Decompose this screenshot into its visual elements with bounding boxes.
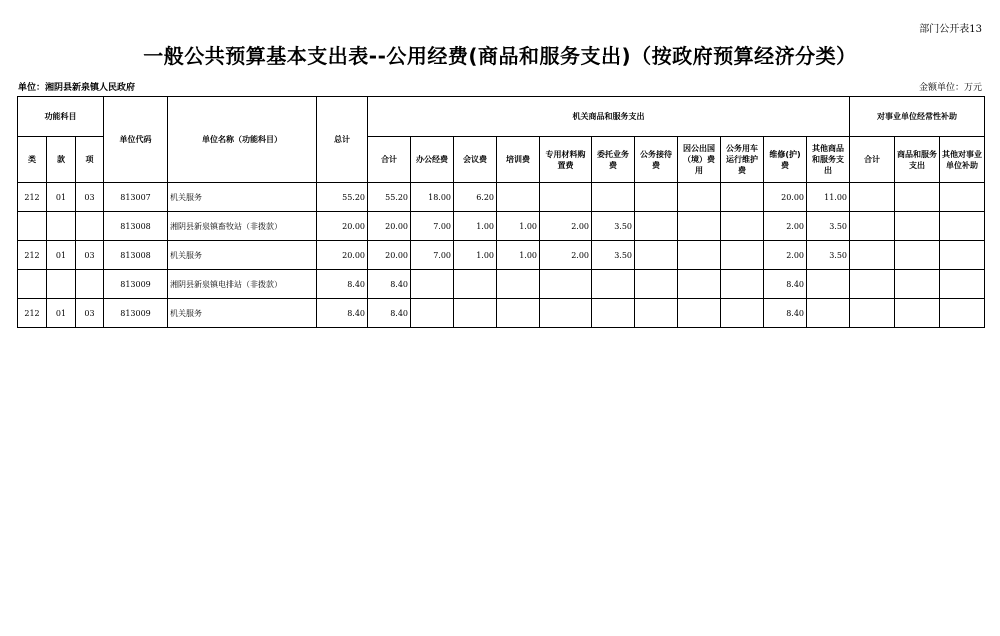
cell-lei: 212 — [18, 241, 47, 270]
header-xiang: 项 — [76, 137, 104, 183]
cell-subsidy — [895, 270, 940, 299]
cell-lei — [18, 212, 47, 241]
header-kuan: 款 — [47, 137, 76, 183]
cell-xiang — [76, 212, 104, 241]
cell-value: 3.50 — [592, 241, 635, 270]
cell-value — [721, 270, 764, 299]
cell-subsidy — [850, 299, 895, 328]
header-col: 专用材料购置费 — [540, 137, 592, 183]
cell-value: 1.00 — [454, 212, 497, 241]
cell-value: 8.40 — [368, 299, 411, 328]
cell-value: 7.00 — [411, 212, 454, 241]
cell-value — [411, 270, 454, 299]
cell-total: 20.00 — [317, 241, 368, 270]
table-row — [18, 299, 985, 328]
header-unit-name: 单位名称（功能科目） — [168, 97, 317, 183]
cell-total: 8.40 — [317, 270, 368, 299]
cell-value — [540, 270, 592, 299]
cell-value — [497, 183, 540, 212]
table-body — [18, 183, 985, 328]
cell-value — [678, 183, 721, 212]
table-row — [18, 270, 985, 299]
cell-value — [635, 270, 678, 299]
cell-value — [592, 183, 635, 212]
cell-value — [635, 183, 678, 212]
cell-kuan — [47, 212, 76, 241]
header-col: 公务接待费 — [635, 137, 678, 183]
cell-value: 2.00 — [540, 212, 592, 241]
cell-value — [635, 212, 678, 241]
cell-kuan: 01 — [47, 241, 76, 270]
cell-value — [540, 299, 592, 328]
cell-value — [721, 299, 764, 328]
cell-xiang: 03 — [76, 241, 104, 270]
header-subsidy-col: 合计 — [850, 137, 895, 183]
cell-value — [635, 299, 678, 328]
cell-total: 8.40 — [317, 299, 368, 328]
cell-subsidy — [940, 183, 985, 212]
cell-lei — [18, 270, 47, 299]
cell-subsidy — [940, 299, 985, 328]
cell-code: 813009 — [104, 270, 168, 299]
budget-table — [17, 96, 985, 328]
cell-value — [678, 270, 721, 299]
cell-value: 1.00 — [497, 212, 540, 241]
cell-value — [497, 299, 540, 328]
cell-code: 813008 — [104, 241, 168, 270]
cell-subsidy — [940, 270, 985, 299]
cell-value — [678, 299, 721, 328]
cell-value — [592, 299, 635, 328]
cell-value — [540, 183, 592, 212]
header-col: 维修(护)费 — [764, 137, 807, 183]
cell-value: 55.20 — [368, 183, 411, 212]
table-row — [18, 212, 985, 241]
cell-lei: 212 — [18, 183, 47, 212]
cell-value: 8.40 — [368, 270, 411, 299]
cell-value: 20.00 — [368, 212, 411, 241]
cell-xiang — [76, 270, 104, 299]
header-col: 合计 — [368, 137, 411, 183]
cell-subsidy — [940, 212, 985, 241]
cell-total: 55.20 — [317, 183, 368, 212]
cell-lei: 212 — [18, 299, 47, 328]
cell-xiang: 03 — [76, 299, 104, 328]
cell-value — [454, 299, 497, 328]
cell-name: 机关服务 — [168, 183, 317, 212]
cell-subsidy — [940, 241, 985, 270]
cell-value: 11.00 — [807, 183, 850, 212]
header-subsidy-col: 商品和服务支出 — [895, 137, 940, 183]
cell-code: 813009 — [104, 299, 168, 328]
header-col: 其他商品和服务支出 — [807, 137, 850, 183]
amount-unit-label: 金额单位：万元 — [918, 83, 982, 93]
cell-kuan: 01 — [47, 299, 76, 328]
cell-value: 3.50 — [807, 241, 850, 270]
table-number-label: 部门公开表13 — [919, 24, 982, 35]
cell-subsidy — [895, 183, 940, 212]
cell-value: 18.00 — [411, 183, 454, 212]
header-lei: 类 — [18, 137, 47, 183]
header-col: 会议费 — [454, 137, 497, 183]
header-col: 办公经费 — [411, 137, 454, 183]
cell-code: 813007 — [104, 183, 168, 212]
cell-value — [721, 212, 764, 241]
header-unit-code: 单位代码 — [104, 97, 168, 183]
cell-subsidy — [850, 241, 895, 270]
table-row — [18, 241, 985, 270]
cell-value: 20.00 — [368, 241, 411, 270]
cell-value — [721, 241, 764, 270]
cell-value: 3.50 — [592, 212, 635, 241]
cell-value: 20.00 — [764, 183, 807, 212]
cell-value — [807, 270, 850, 299]
cell-value — [678, 212, 721, 241]
cell-kuan — [47, 270, 76, 299]
cell-kuan: 01 — [47, 183, 76, 212]
cell-subsidy — [850, 270, 895, 299]
header-col: 公务用车运行维护费 — [721, 137, 764, 183]
cell-name: 机关服务 — [168, 241, 317, 270]
header-col: 培训费 — [497, 137, 540, 183]
header-subsidy-col: 其他对事业单位补助 — [940, 137, 985, 183]
page-title: 一般公共预算基本支出表--公用经费(商品和服务支出)（按政府预算经济分类） — [143, 44, 857, 68]
cell-name: 湘阴县新泉镇畜牧站（非拨款） — [168, 212, 317, 241]
header-total: 总计 — [317, 97, 368, 183]
cell-subsidy — [850, 212, 895, 241]
cell-value — [678, 241, 721, 270]
cell-value: 1.00 — [497, 241, 540, 270]
cell-value: 8.40 — [764, 299, 807, 328]
cell-subsidy — [895, 299, 940, 328]
cell-subsidy — [895, 212, 940, 241]
cell-code: 813008 — [104, 212, 168, 241]
cell-total: 20.00 — [317, 212, 368, 241]
cell-subsidy — [895, 241, 940, 270]
cell-value — [635, 241, 678, 270]
cell-value: 3.50 — [807, 212, 850, 241]
header-col: 委托业务费 — [592, 137, 635, 183]
cell-value: 7.00 — [411, 241, 454, 270]
cell-value — [592, 270, 635, 299]
cell-value: 2.00 — [764, 212, 807, 241]
header-col: 因公出国（境）费用 — [678, 137, 721, 183]
cell-xiang: 03 — [76, 183, 104, 212]
cell-value: 2.00 — [540, 241, 592, 270]
cell-value — [807, 299, 850, 328]
cell-value — [721, 183, 764, 212]
cell-subsidy — [850, 183, 895, 212]
table-row — [18, 183, 985, 212]
header-goods-services: 机关商品和服务支出 — [368, 97, 850, 137]
cell-value: 1.00 — [454, 241, 497, 270]
header-subsidy: 对事业单位经常性补助 — [850, 97, 985, 137]
cell-value: 2.00 — [764, 241, 807, 270]
cell-name: 湘阴县新泉镇电排站（非拨款） — [168, 270, 317, 299]
cell-value: 6.20 — [454, 183, 497, 212]
unit-label: 单位：湘阴县新泉镇人民政府 — [18, 83, 136, 93]
cell-value — [497, 270, 540, 299]
header-func-subject: 功能科目 — [18, 97, 104, 137]
cell-name: 机关服务 — [168, 299, 317, 328]
cell-value: 8.40 — [764, 270, 807, 299]
cell-value — [411, 299, 454, 328]
cell-value — [454, 270, 497, 299]
